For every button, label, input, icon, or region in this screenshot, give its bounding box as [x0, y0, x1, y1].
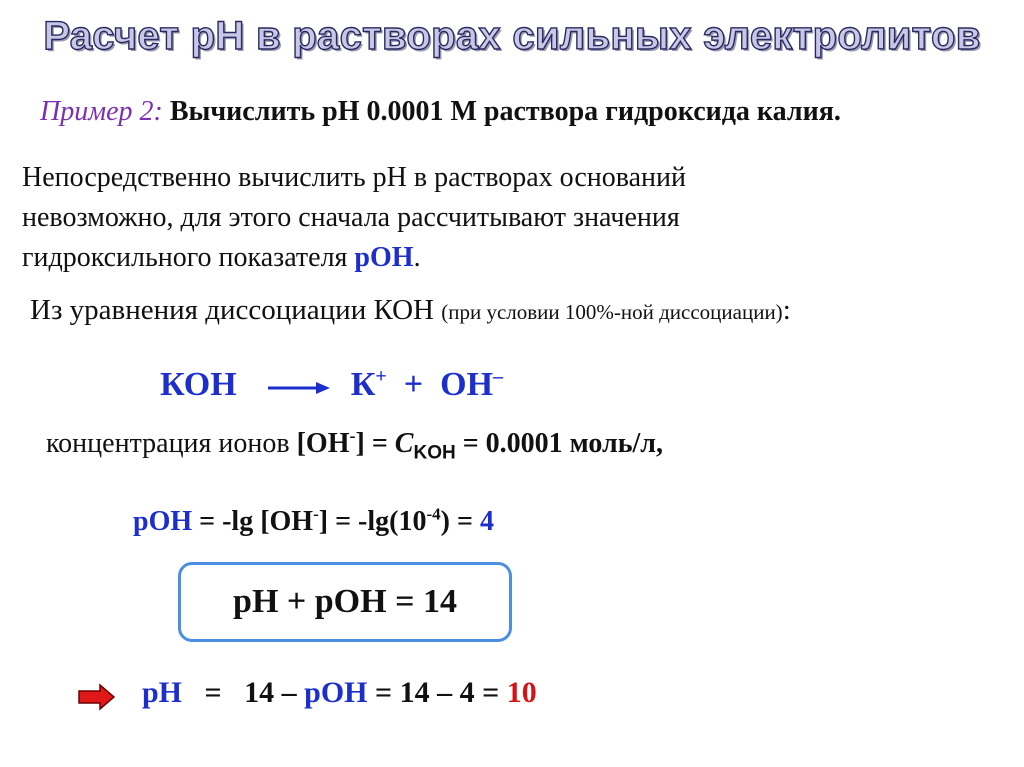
paragraph-line-3-text: гидроксильного показателя: [22, 242, 355, 273]
oh-bracket-close: ] =: [355, 428, 395, 459]
cation-charge: +: [375, 365, 387, 388]
oh-bracket-open: [ОН: [296, 428, 350, 459]
poh-calc-part1: = -lg [ОН: [192, 506, 314, 537]
ph-calc-poh-term: рОН: [304, 676, 368, 709]
example-label: Пример 2:: [40, 96, 163, 127]
poh-calc-part2: ] = -lg(10: [318, 506, 427, 537]
paragraph-line-3: [22, 238, 421, 278]
cation: К: [350, 366, 376, 403]
concentration-value: = 0.0001 моль/л,: [455, 428, 663, 459]
paragraph-line-3-end: .: [413, 242, 421, 273]
dissociation-note: (при условии 100%-ной диссоциации): [441, 300, 783, 324]
example-task: Вычислить рН 0.0001 М раствора гидроксида калия: [169, 96, 834, 127]
reactant: КОН: [160, 366, 237, 403]
paragraph-line-2: невозможно, для этого сначала рассчитывают значения: [22, 202, 680, 233]
poh-calc-exponent: -4: [426, 504, 441, 524]
c-symbol: С: [394, 428, 414, 459]
ph-result: 10: [506, 676, 537, 709]
ph-calc-rest: = 14 – 4 =: [367, 676, 507, 709]
poh-calc-charge: -: [313, 504, 319, 524]
anion-charge: –: [493, 365, 504, 388]
reaction-arrow-icon: [266, 380, 332, 396]
poh-term: рОН: [354, 242, 414, 273]
poh-calc-term: рОН: [133, 506, 193, 537]
poh-calc-part3: ) =: [440, 506, 480, 537]
anion: ОН: [440, 366, 494, 403]
slide-title: Расчет рН в растворах сильных электролитов: [43, 14, 981, 58]
poh-calculation: [133, 506, 494, 538]
red-arrow-icon: [78, 683, 116, 711]
dissociation-intro: [30, 294, 791, 327]
concentration-line: [46, 425, 663, 464]
concentration-label: концентрация ионов: [46, 428, 297, 459]
paragraph-line-1: Непосредственно вычислить рН в растворах оснований: [22, 162, 687, 193]
example-period: .: [833, 96, 841, 127]
dissociation-intro-main: Из уравнения диссоциации КОН: [30, 294, 442, 326]
reaction-plus: +: [403, 366, 424, 403]
ph-calc-eq: = 14 –: [182, 676, 305, 709]
ph-term: рН: [142, 676, 183, 709]
oh-charge: -: [349, 425, 356, 446]
c-subscript: KOH: [413, 442, 456, 464]
dissociation-colon: :: [782, 294, 791, 326]
example-statement: [40, 96, 841, 128]
ph-poh-sum-equation: рН + рОН = 14: [233, 583, 457, 620]
poh-result: 4: [479, 506, 494, 537]
ph-calculation: [142, 676, 537, 710]
